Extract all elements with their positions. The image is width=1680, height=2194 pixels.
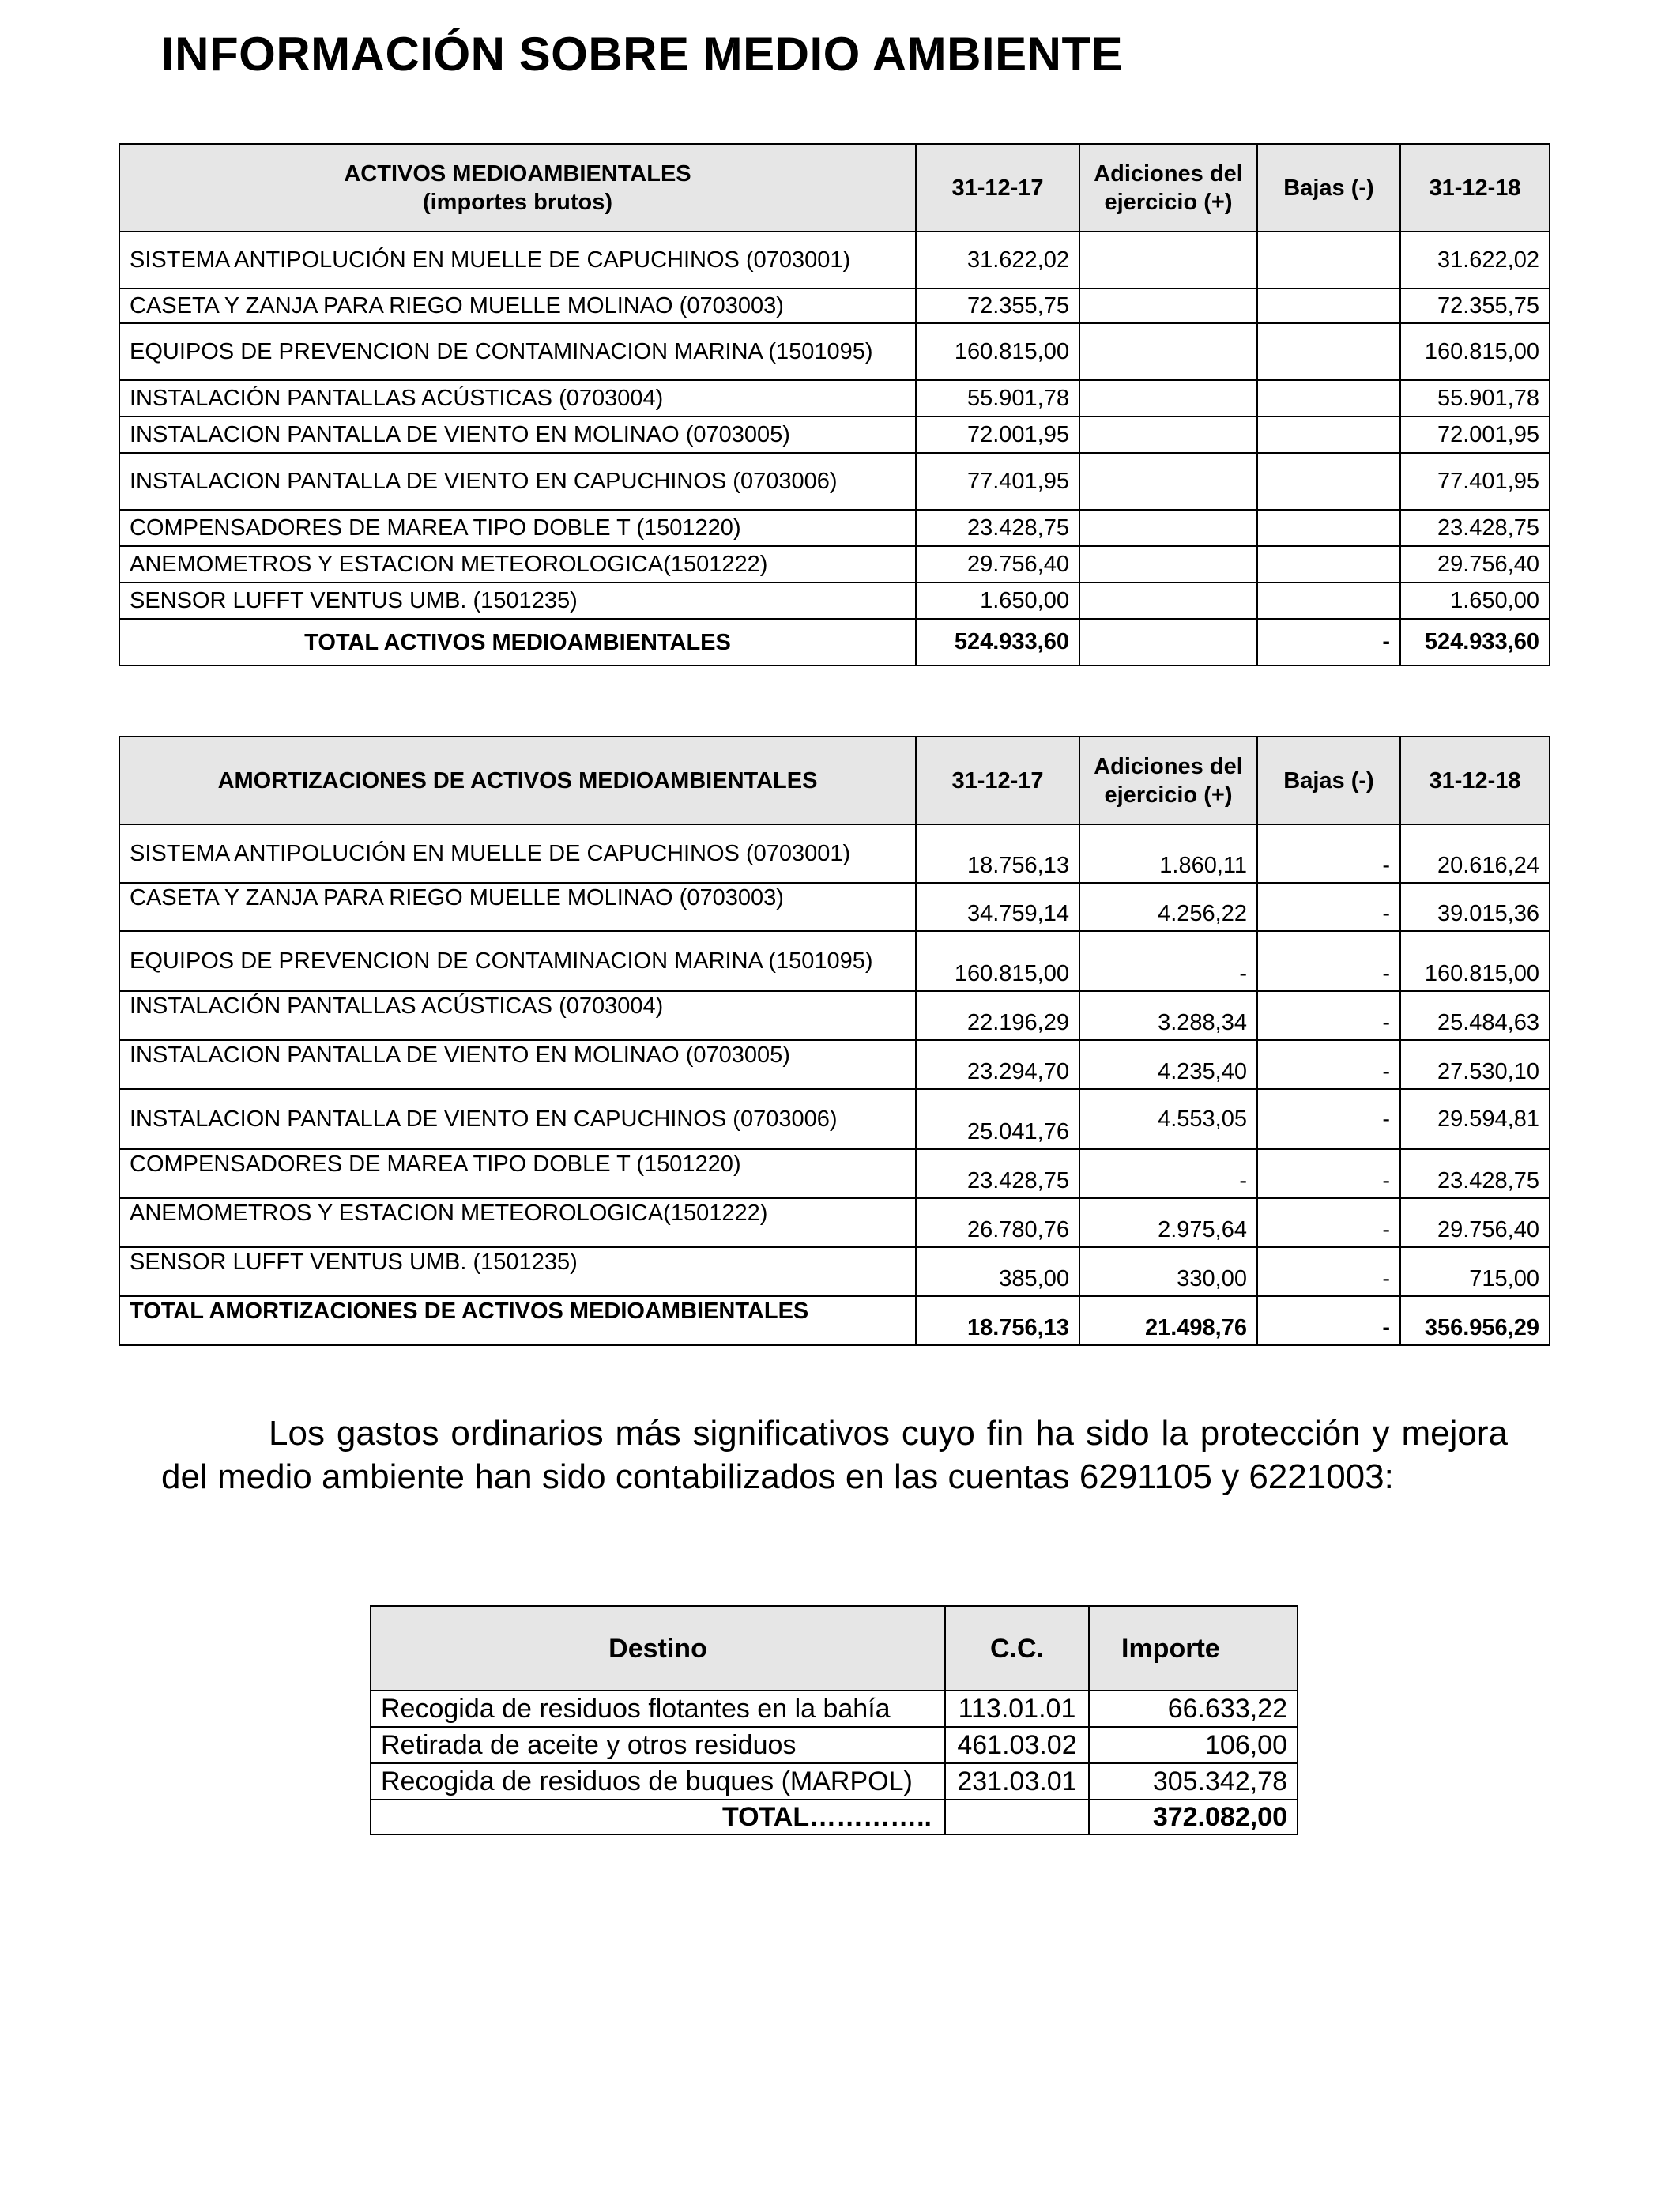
row-end: 23.428,75 — [1400, 510, 1550, 546]
table-row — [119, 931, 1550, 991]
row-disposals: - — [1257, 1247, 1400, 1296]
row-disposals — [1257, 323, 1400, 380]
table-row — [119, 1149, 1550, 1198]
row-end: 1.650,00 — [1400, 582, 1550, 619]
expenses-header-row — [371, 1606, 1298, 1691]
row-disposals: - — [1257, 991, 1400, 1040]
row-additions — [1079, 453, 1257, 510]
assets-total-label: TOTAL ACTIVOS MEDIOAMBIENTALES — [119, 619, 916, 665]
amortization-total-label: TOTAL AMORTIZACIONES DE ACTIVOS MEDIOAMBIENTALES — [119, 1296, 916, 1345]
row-concept: CASETA Y ZANJA PARA RIEGO MUELLE MOLINAO (0703003) — [119, 288, 916, 323]
row-concept: SISTEMA ANTIPOLUCIÓN EN MUELLE DE CAPUCHINOS (0703001) — [119, 232, 916, 288]
table-row — [119, 1247, 1550, 1296]
row-concept: INSTALACIÓN PANTALLAS ACÚSTICAS (0703004) — [119, 380, 916, 417]
table-row — [119, 582, 1550, 619]
table-row — [119, 1198, 1550, 1247]
assets-header-disposals: Bajas (-) — [1257, 144, 1400, 232]
row-end: 160.815,00 — [1400, 323, 1550, 380]
row-end: 29.756,40 — [1400, 1198, 1550, 1247]
row-end: 23.428,75 — [1400, 1149, 1550, 1198]
table-row — [119, 380, 1550, 417]
row-disposals — [1257, 510, 1400, 546]
table-row — [371, 1763, 1298, 1800]
row-end: 29.756,40 — [1400, 546, 1550, 582]
table-row — [119, 288, 1550, 323]
table-row — [119, 1040, 1550, 1089]
row-disposals — [1257, 380, 1400, 417]
expenses-total-row — [371, 1800, 1298, 1834]
amortization-table — [119, 736, 1550, 1346]
row-additions — [1079, 582, 1257, 619]
row-concept: INSTALACION PANTALLA DE VIENTO EN CAPUCHINOS (0703006) — [119, 453, 916, 510]
row-start: 26.780,76 — [916, 1198, 1079, 1247]
table-row — [119, 1089, 1550, 1149]
table-row — [119, 232, 1550, 288]
row-additions — [1079, 288, 1257, 323]
expenses-paragraph — [161, 1412, 1508, 1498]
expenses-total-label: TOTAL………….. — [371, 1800, 945, 1834]
row-start: 385,00 — [916, 1247, 1079, 1296]
row-disposals: - — [1257, 824, 1400, 883]
row-start: 23.428,75 — [916, 510, 1079, 546]
row-end: 27.530,10 — [1400, 1040, 1550, 1089]
row-concept: EQUIPOS DE PREVENCION DE CONTAMINACION MARINA (1501095) — [119, 323, 916, 380]
amortization-header-end: 31-12-18 — [1400, 737, 1550, 824]
assets-header-concept — [119, 144, 916, 232]
expenses-table — [370, 1605, 1298, 1835]
row-additions: 4.235,40 — [1079, 1040, 1257, 1089]
row-additions: 330,00 — [1079, 1247, 1257, 1296]
row-additions: - — [1079, 1149, 1257, 1198]
row-concept: EQUIPOS DE PREVENCION DE CONTAMINACION MARINA (1501095) — [119, 931, 916, 991]
assets-header-concept-line2: (importes brutos) — [422, 189, 613, 215]
table-row — [371, 1691, 1298, 1727]
row-cost-center: 231.03.01 — [945, 1763, 1089, 1800]
row-start: 160.815,00 — [916, 931, 1079, 991]
row-disposals: - — [1257, 883, 1400, 931]
amortization-header-row — [119, 737, 1550, 824]
row-additions: 3.288,34 — [1079, 991, 1257, 1040]
amortization-total-disposals: - — [1257, 1296, 1400, 1345]
row-disposals — [1257, 417, 1400, 453]
assets-header-concept-line1: ACTIVOS MEDIOAMBIENTALES — [344, 160, 691, 187]
row-concept: SISTEMA ANTIPOLUCIÓN EN MUELLE DE CAPUCHINOS (0703001) — [119, 824, 916, 883]
table-row — [119, 883, 1550, 931]
amortization-header-concept: AMORTIZACIONES DE ACTIVOS MEDIOAMBIENTALES — [119, 737, 916, 824]
row-concept: COMPENSADORES DE MAREA TIPO DOBLE T (1501220) — [119, 510, 916, 546]
table-row — [119, 323, 1550, 380]
table-row — [119, 417, 1550, 453]
assets-header-end: 31-12-18 — [1400, 144, 1550, 232]
page-title: INFORMACIÓN SOBRE MEDIO AMBIENTE — [161, 28, 1124, 81]
row-start: 22.196,29 — [916, 991, 1079, 1040]
row-additions: 2.975,64 — [1079, 1198, 1257, 1247]
row-end: 715,00 — [1400, 1247, 1550, 1296]
row-concept: COMPENSADORES DE MAREA TIPO DOBLE T (1501220) — [119, 1149, 916, 1198]
table-row — [371, 1727, 1298, 1763]
amortization-total-start: 18.756,13 — [916, 1296, 1079, 1345]
row-concept: INSTALACIÓN PANTALLAS ACÚSTICAS (0703004) — [119, 991, 916, 1040]
row-end: 31.622,02 — [1400, 232, 1550, 288]
row-disposals: - — [1257, 1149, 1400, 1198]
amortization-header-disposals: Bajas (-) — [1257, 737, 1400, 824]
row-disposals: - — [1257, 1089, 1400, 1149]
row-disposals — [1257, 453, 1400, 510]
expenses-total-amount: 372.082,00 — [1089, 1800, 1298, 1834]
table-row — [119, 991, 1550, 1040]
row-disposals — [1257, 232, 1400, 288]
row-end: 72.001,95 — [1400, 417, 1550, 453]
amortization-header-start: 31-12-17 — [916, 737, 1079, 824]
assets-total-start: 524.933,60 — [916, 619, 1079, 665]
row-disposals: - — [1257, 931, 1400, 991]
expenses-header-cost-center: C.C. — [945, 1606, 1089, 1691]
row-start: 72.355,75 — [916, 288, 1079, 323]
row-start: 72.001,95 — [916, 417, 1079, 453]
row-concept: ANEMOMETROS Y ESTACION METEOROLOGICA(1501222) — [119, 546, 916, 582]
row-end: 20.616,24 — [1400, 824, 1550, 883]
assets-total-additions — [1079, 619, 1257, 665]
amortization-total-end: 356.956,29 — [1400, 1296, 1550, 1345]
row-start: 18.756,13 — [916, 824, 1079, 883]
row-additions: - — [1079, 931, 1257, 991]
assets-header-start: 31-12-17 — [916, 144, 1079, 232]
row-start: 29.756,40 — [916, 546, 1079, 582]
amortization-header-additions: Adiciones del ejercicio (+) — [1079, 737, 1257, 824]
row-destination: Recogida de residuos flotantes en la bahía — [371, 1691, 945, 1727]
row-additions — [1079, 546, 1257, 582]
assets-total-row — [119, 619, 1550, 665]
row-destination: Recogida de residuos de buques (MARPOL) — [371, 1763, 945, 1800]
assets-total-disposals: - — [1257, 619, 1400, 665]
row-concept: INSTALACION PANTALLA DE VIENTO EN MOLINAO (0703005) — [119, 1040, 916, 1089]
assets-total-end: 524.933,60 — [1400, 619, 1550, 665]
row-amount: 106,00 — [1089, 1727, 1298, 1763]
row-end: 55.901,78 — [1400, 380, 1550, 417]
row-disposals — [1257, 288, 1400, 323]
table-row — [119, 546, 1550, 582]
expenses-total-cost-center — [945, 1800, 1089, 1834]
amortization-total-row — [119, 1296, 1550, 1345]
row-end: 77.401,95 — [1400, 453, 1550, 510]
row-start: 25.041,76 — [916, 1089, 1079, 1149]
row-concept: CASETA Y ZANJA PARA RIEGO MUELLE MOLINAO (0703003) — [119, 883, 916, 931]
row-concept: INSTALACION PANTALLA DE VIENTO EN MOLINAO (0703005) — [119, 417, 916, 453]
row-disposals — [1257, 582, 1400, 619]
expenses-header-destination: Destino — [371, 1606, 945, 1691]
row-concept: SENSOR LUFFT VENTUS UMB. (1501235) — [119, 1247, 916, 1296]
assets-header-row — [119, 144, 1550, 232]
row-start: 160.815,00 — [916, 323, 1079, 380]
row-amount: 305.342,78 — [1089, 1763, 1298, 1800]
row-disposals: - — [1257, 1040, 1400, 1089]
table-row — [119, 453, 1550, 510]
row-disposals — [1257, 546, 1400, 582]
row-start: 31.622,02 — [916, 232, 1079, 288]
row-end: 29.594,81 — [1400, 1089, 1550, 1149]
row-end: 160.815,00 — [1400, 931, 1550, 991]
row-start: 55.901,78 — [916, 380, 1079, 417]
row-start: 77.401,95 — [916, 453, 1079, 510]
row-disposals: - — [1257, 1198, 1400, 1247]
row-start: 34.759,14 — [916, 883, 1079, 931]
row-start: 23.294,70 — [916, 1040, 1079, 1089]
row-concept: SENSOR LUFFT VENTUS UMB. (1501235) — [119, 582, 916, 619]
row-cost-center: 461.03.02 — [945, 1727, 1089, 1763]
row-start: 1.650,00 — [916, 582, 1079, 619]
row-additions: 4.553,05 — [1079, 1089, 1257, 1149]
paragraph-text: Los gastos ordinarios más significativos cuyo fin ha sido la protección y mejora del medio ambiente han sido contabilizados en las cuentas 6291105 y 6221003: — [161, 1414, 1508, 1496]
assets-header-additions: Adiciones del ejercicio (+) — [1079, 144, 1257, 232]
row-end: 72.355,75 — [1400, 288, 1550, 323]
row-amount: 66.633,22 — [1089, 1691, 1298, 1727]
row-end: 39.015,36 — [1400, 883, 1550, 931]
row-additions — [1079, 380, 1257, 417]
assets-table — [119, 143, 1550, 666]
row-additions — [1079, 510, 1257, 546]
row-additions: 1.860,11 — [1079, 824, 1257, 883]
row-additions — [1079, 232, 1257, 288]
amortization-total-additions: 21.498,76 — [1079, 1296, 1257, 1345]
row-additions — [1079, 417, 1257, 453]
row-destination: Retirada de aceite y otros residuos — [371, 1727, 945, 1763]
table-row — [119, 824, 1550, 883]
row-concept: INSTALACION PANTALLA DE VIENTO EN CAPUCHINOS (0703006) — [119, 1089, 916, 1149]
row-additions: 4.256,22 — [1079, 883, 1257, 931]
row-concept: ANEMOMETROS Y ESTACION METEOROLOGICA(1501222) — [119, 1198, 916, 1247]
row-start: 23.428,75 — [916, 1149, 1079, 1198]
row-cost-center: 113.01.01 — [945, 1691, 1089, 1727]
row-end: 25.484,63 — [1400, 991, 1550, 1040]
row-additions — [1079, 323, 1257, 380]
expenses-header-amount: Importe — [1089, 1606, 1298, 1691]
table-row — [119, 510, 1550, 546]
